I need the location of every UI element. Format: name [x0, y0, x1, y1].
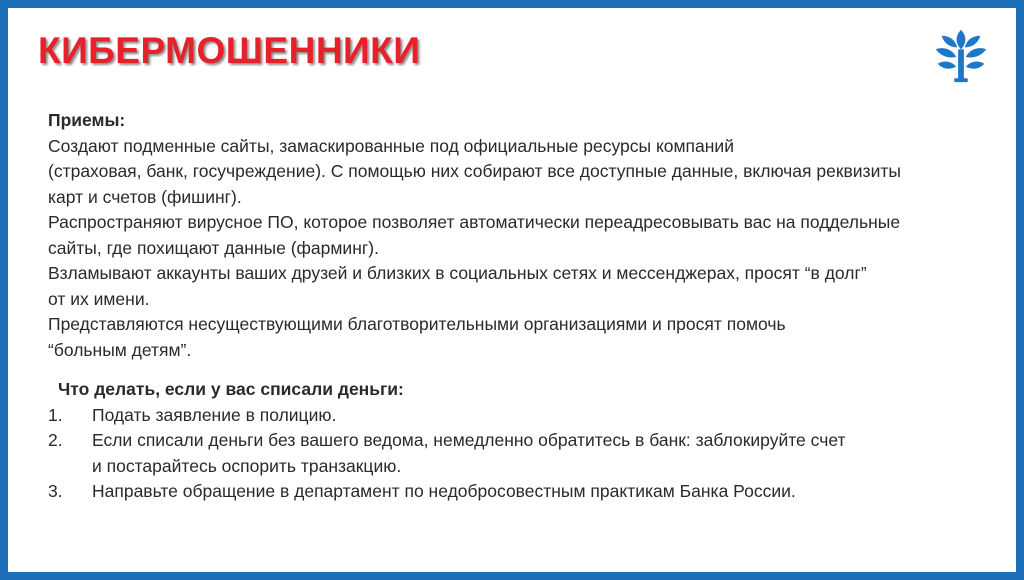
methods-line: карт и счетов (фишинг). [48, 186, 242, 207]
slide-title: КИБЕРМОШЕННИКИ [38, 30, 421, 71]
list-item [48, 403, 1008, 429]
methods-line: от их имени. [48, 288, 150, 309]
list-item-text: Если списали деньги без вашего ведома, немедленно обратитесь в банк: заблокируйте счет [92, 430, 846, 450]
methods-line: Распространяют вирусное ПО, которое позволяет автоматически переадресовывать вас на поддельные [48, 212, 901, 232]
list-item-continuation [48, 454, 1008, 480]
list-item-number: 2. [48, 430, 63, 450]
list-item [48, 479, 1008, 505]
methods-line: Создают подменные сайты, замаскированные под официальные ресурсы компаний [48, 135, 734, 156]
methods-line: (страховая, банк, госучреждение). С помощью них собирают все доступные данные, включая реквизиты [48, 161, 901, 181]
methods-line: “больным детям”. [48, 339, 192, 360]
list-item-number: 1. [48, 404, 63, 425]
list-item-text: и постарайтесь оспорить транзакцию. [92, 455, 402, 476]
list-item-text: Подать заявление в полицию. [92, 404, 337, 425]
bank-of-russia-emblem-icon [932, 28, 990, 86]
actions-heading: Что делать, если у вас списали деньги: [58, 379, 404, 399]
methods-line: Представляются несуществующими благотворительными организациями и просят помочь [48, 314, 786, 334]
list-item [48, 428, 1008, 454]
methods-heading: Приемы: [48, 110, 126, 130]
actions-list [48, 403, 1008, 505]
list-item-number: 3. [48, 481, 63, 501]
list-item-text: Направьте обращение в департамент по недобросовестным практикам Банка России. [92, 481, 796, 501]
methods-line: Взламывают аккаунты ваших друзей и близких в социальных сетях и мессенджерах, просят “в долг” [48, 263, 867, 283]
slide-content [48, 108, 1008, 505]
methods-line: сайты, где похищают данные (фарминг). [48, 237, 379, 258]
